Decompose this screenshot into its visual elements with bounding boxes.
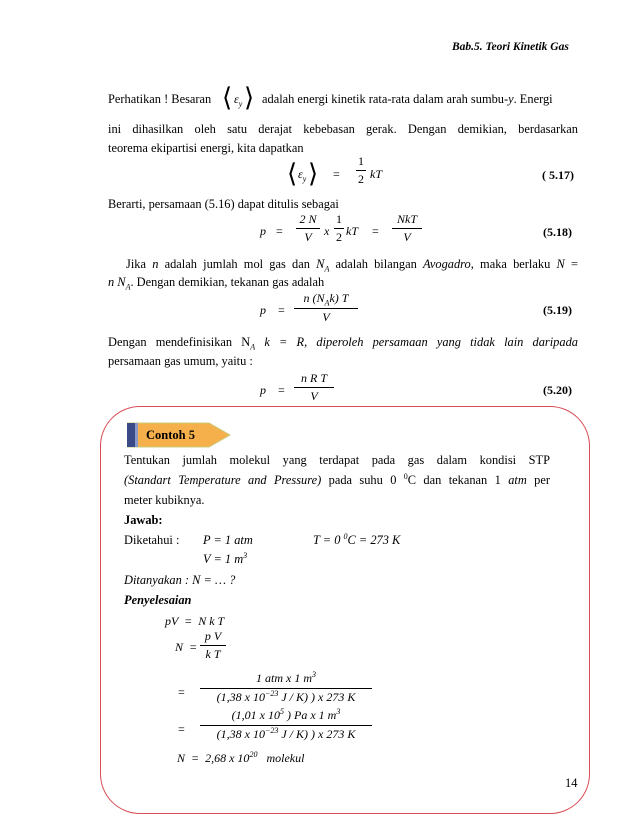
asked-line: Ditanyakan : N = … ? xyxy=(124,573,236,587)
eq-5-18-bar-2 xyxy=(334,228,344,229)
eq-5-17-denominator: 2 xyxy=(358,172,364,186)
eq-5-19-fraction-bar xyxy=(294,308,358,309)
paragraph-3-line-1: Jika n adalah jumlah mol gas dan $N_A$ adalah bilangan Avogadro, maka berlaku N = xyxy=(126,257,578,274)
solution-step-4-equals: = xyxy=(178,722,185,736)
left-angle-bracket: ⟨ xyxy=(222,83,233,112)
eq-5-18-den-3: V xyxy=(403,230,411,244)
solution-result: N = 2,68 x $10^{20}$ molekul xyxy=(177,750,305,765)
eq-5-18-label: (5.18) xyxy=(543,225,572,239)
solution-step-4-denominator: (1,38 x $10^{-23}$ J / K) ) x 273 K xyxy=(216,726,356,741)
eq-5-17-equals: = xyxy=(333,167,340,181)
eq-5-19-equals: = xyxy=(278,303,285,317)
eq-5-17-rhs: kT xyxy=(370,167,382,181)
eq-5-20-label: (5.20) xyxy=(543,383,572,397)
eq-5-18-bar-3 xyxy=(392,228,422,229)
example-tag-label: Contoh 5 xyxy=(146,428,195,442)
eq-5-20-fraction-bar xyxy=(294,387,334,388)
page-number: 14 xyxy=(565,776,578,790)
paragraph-3-line-2: n $N_A$. Dengan demikian, tekanan gas adalah xyxy=(108,275,325,292)
paragraph-4-line-1: Dengan mendefinisikan $N_A$ k = R, diperoleh persamaan yang tidak lain daripada xyxy=(108,335,578,352)
eq-5-18-num-3: NkT xyxy=(396,212,417,226)
known-label: Diketahui : xyxy=(124,533,180,547)
paragraph-1-line-3: teorema ekipartisi energi, kita dapatkan xyxy=(108,141,304,155)
eq-5-17-right-angle: ⟩ xyxy=(308,159,319,188)
eq-5-18-den-1: V xyxy=(304,230,312,244)
paragraph-4-line-2: persamaan gas umum, yaitu : xyxy=(108,354,253,368)
known-pressure: P = 1 atm xyxy=(203,533,253,547)
known-volume: V = 1 $m^3$ xyxy=(203,550,248,566)
eq-5-18-p: p xyxy=(260,224,266,238)
known-temperature: T = 0 $^0$C = 273 K xyxy=(313,531,401,547)
eq-5-19-denominator: V xyxy=(322,310,330,324)
eq-5-17-label: ( 5.17) xyxy=(542,168,574,182)
paragraph-1-line-2: ini dihasilkan oleh satu derajat kebebasan gerak. Dengan demikian, berdasarkan xyxy=(108,122,578,136)
example-line-2: (Standart Temperature and Pressure) pada suhu 0 $^0$C dan tekanan 1 atm per xyxy=(124,471,551,487)
eq-5-17-numerator: 1 xyxy=(358,154,364,168)
solution-step-3-denominator: (1,38 x $10^{-23}$ J / K) ) x 273 K xyxy=(216,689,356,704)
solution-heading: Penyelesaian xyxy=(124,593,192,607)
eq-5-17-left-angle: ⟨ xyxy=(287,159,298,188)
paragraph-1-line-1-start: Perhatikan ! Besaran xyxy=(108,92,212,106)
solution-step-2-lhs: N = xyxy=(175,640,198,654)
epsilon-symbol: $\varepsilon_y$ xyxy=(234,92,243,109)
eq-5-18-equals-2: = xyxy=(372,224,379,238)
solution-step-4-numerator: (1,01 x $10^5$ ) Pa x 1 $m^3$ xyxy=(231,707,341,722)
eq-5-18-kt: kT xyxy=(346,224,358,238)
solution-step-2-numerator: p V xyxy=(204,629,222,643)
solution-step-2-bar xyxy=(200,645,226,646)
eq-5-17-fraction-bar xyxy=(356,170,366,171)
eq-5-20-equals: = xyxy=(278,383,285,397)
eq-5-20-denominator: V xyxy=(310,389,318,403)
eq-5-18-num-2: 1 xyxy=(336,212,342,226)
eq-5-18-num-1: 2 N xyxy=(299,212,317,226)
solution-step-1: pV = N k T xyxy=(165,614,225,628)
eq-5-19-label: (5.19) xyxy=(543,303,572,317)
eq-5-19-p: p xyxy=(260,303,266,317)
solution-step-3-equals: = xyxy=(178,685,185,699)
paragraph-1-line-1-end: adalah energi kinetik rata-rata dalam arah sumbu-y. Energi xyxy=(262,92,553,106)
eq-5-19-numerator: n $(N_Ak)$ T xyxy=(303,291,349,308)
eq-5-20-numerator: n R T xyxy=(300,371,327,385)
eq-5-18-den-2: 2 xyxy=(336,230,342,244)
answer-heading: Jawab: xyxy=(124,513,163,527)
solution-step-3-numerator: 1 atm x 1 $m^3$ xyxy=(256,670,316,685)
right-angle-bracket: ⟩ xyxy=(244,83,255,112)
eq-5-18-bar-1 xyxy=(296,228,320,229)
eq-5-20-p: p xyxy=(260,383,266,397)
paragraph-2: Berarti, persamaan (5.16) dapat ditulis sebagai xyxy=(108,197,339,211)
eq-5-18-times: x xyxy=(324,224,330,238)
eq-5-17-epsilon: $\varepsilon_y$ xyxy=(298,167,307,184)
solution-step-2-denominator: k T xyxy=(205,647,221,661)
example-line-1: Tentukan jumlah molekul yang terdapat pada gas dalam kondisi STP xyxy=(124,453,550,467)
running-header: Bab.5. Teori Kinetik Gas xyxy=(452,41,569,53)
example-line-3: meter kubiknya. xyxy=(124,493,205,507)
eq-5-18-equals-1: = xyxy=(276,224,283,238)
solution-step-4-bar xyxy=(200,725,372,726)
solution-step-3-bar xyxy=(200,688,372,689)
